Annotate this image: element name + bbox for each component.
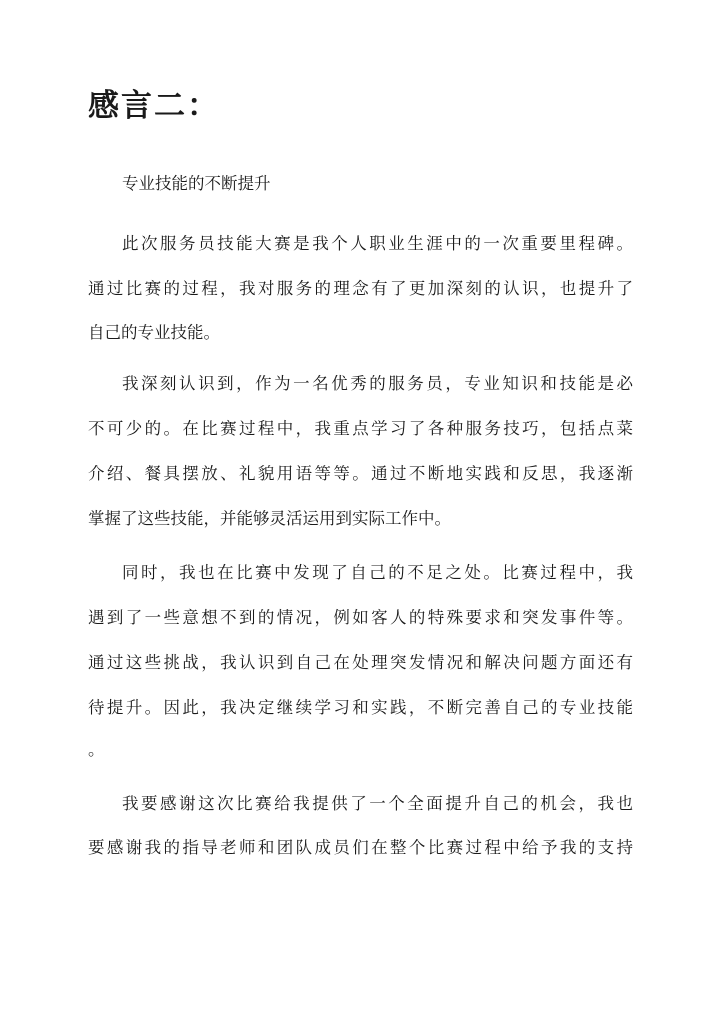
paragraph-2-line-4: 掌握了这些技能，并能够灵活运用到实际工作中。 [88, 509, 451, 528]
paragraph-2-line-2: 不可少的。在比赛过程中，我重点学习了各种服务技巧，包括点菜 [88, 419, 633, 438]
paragraph-4-line-2: 要感谢我的指导老师和团队成员们在整个比赛过程中给予我的支持 [88, 838, 633, 857]
paragraph-3-line-2: 遇到了一些意想不到的情况，例如客人的特殊要求和突发事件等。 [88, 608, 633, 627]
paragraph-3-line-1: 同时，我也在比赛中发现了自己的不足之处。比赛过程中，我 [122, 563, 633, 582]
paragraph-2-line-1: 我深刻认识到，作为一名优秀的服务员，专业知识和技能是必 [122, 374, 633, 393]
section-subtitle: 专业技能的不断提升 [122, 174, 271, 193]
paragraph-1-line-1: 此次服务员技能大赛是我个人职业生涯中的一次重要里程碑。 [122, 234, 633, 253]
paragraph-1-line-3: 自己的专业技能。 [88, 323, 220, 342]
paragraph-3-line-5: 。 [88, 740, 105, 759]
paragraph-3-line-3: 通过这些挑战，我认识到自己在处理突发情况和解决问题方面还有 [88, 653, 633, 672]
paragraph-3-line-4: 待提升。因此，我决定继续学习和实践，不断完善自己的专业技能 [88, 698, 633, 717]
paragraph-1-line-2: 通过比赛的过程，我对服务的理念有了更加深刻的认识，也提升了 [88, 279, 633, 298]
paragraph-4-line-1: 我要感谢这次比赛给我提供了一个全面提升自己的机会，我也 [122, 794, 633, 813]
page-title: 感言二： [88, 88, 220, 124]
paragraph-2-line-3: 介绍、餐具摆放、礼貌用语等等。通过不断地实践和反思，我逐渐 [88, 464, 633, 483]
